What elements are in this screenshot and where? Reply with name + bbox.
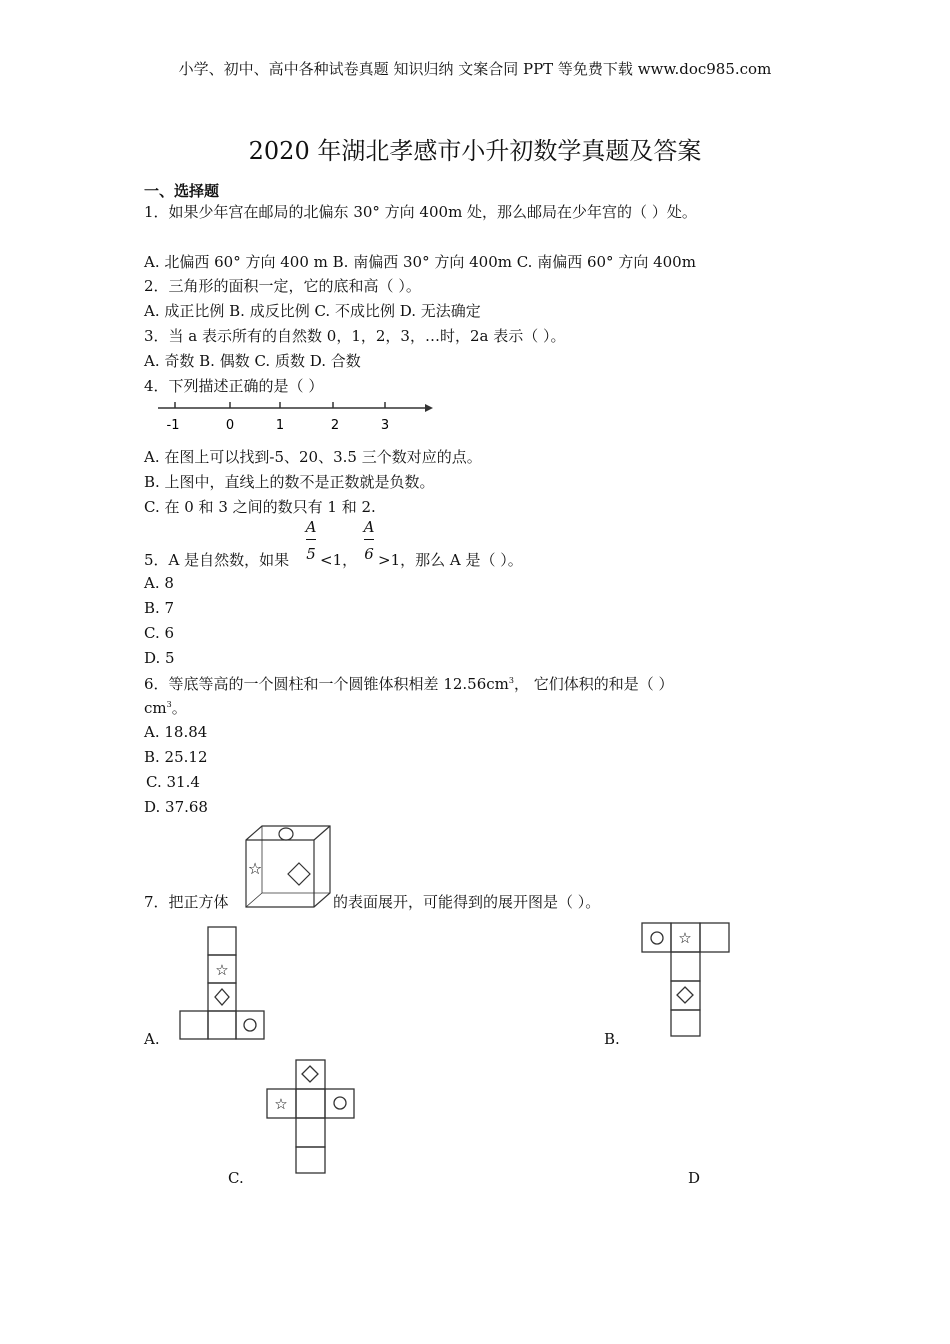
page-header: 小学、初中、高中各种试卷真题 知识归纳 文案合同 PPT 等免费下载 www.doc985.com [178,60,772,78]
fraction2-bar [364,539,374,540]
q7-stem-part1: 7．把正方体 [144,893,229,911]
q5-option-b: B. 7 [144,599,175,617]
page-title: 2020 年湖北孝感市小升初数学真题及答案 [248,137,702,165]
star-icon: ☆ [274,1095,288,1113]
q3-options: A. 奇数 B. 偶数 C. 质数 D. 合数 [144,352,361,370]
net-option-a [178,926,268,1042]
q6-stem-line1 [144,673,674,694]
net-option-b [640,921,732,1039]
tick-label-1: 1 [275,418,285,433]
tick-label-2: 2 [330,418,340,433]
tick-label-3: 3 [380,418,390,433]
fraction1-denominator: 5 [306,545,316,563]
q5-option-a: A. 8 [144,574,174,592]
q5-stem-part1: 5．A 是自然数，如果 [144,551,290,569]
q6-stem-line2 [144,697,187,718]
q6-option-b: B. 25.12 [144,748,208,766]
net-label-d: D [688,1169,701,1187]
fraction2-denominator: 6 [364,545,374,563]
q1-stem: 1．如果少年宫在邮局的北偏东 30° 方向 400m 处，那么邮局在少年宫的（ ）处。 [144,203,697,221]
q3-stem: 3．当 a 表示所有的自然数 0，1，2，3，…时，2a 表示（ ）。 [144,327,566,345]
net-option-c [265,1058,357,1176]
q5-stem-part3: >1，那么 A 是（ ）。 [378,551,523,569]
star-icon: ☆ [247,859,263,878]
number-line [155,398,435,434]
net-label-b: B. [604,1030,620,1048]
q6-stem-part2: ， 它们体积的和是（ ） [513,675,674,693]
q4-option-b: B. 上图中，直线上的数不是正数就是负数。 [144,473,435,491]
circle-icon [279,828,293,840]
q1-options: A. 北偏西 60° 方向 400 m B. 南偏西 30° 方向 400m C. 南偏西 60° 方向 400m [144,253,696,271]
q6-superscript1: 3 [508,676,514,685]
q6-option-a: A. 18.84 [144,723,208,741]
q2-options: A. 成正比例 B. 成反比例 C. 不成比例 D. 无法确定 [144,302,481,320]
q6-superscript2: 3 [166,700,172,709]
q4-option-a: A. 在图上可以找到-5、20、3.5 三个数对应的点。 [144,448,482,466]
fraction2-numerator: A [363,518,375,536]
q4-stem: 4．下列描述正确的是（ ） [144,377,324,395]
tick-label-neg1: -1 [166,418,180,433]
star-icon: ☆ [215,961,229,979]
q6-option-d: D. 37.68 [144,798,208,816]
q5-option-c: C. 6 [144,624,175,642]
q2-stem: 2．三角形的面积一定，它的底和高（ ）。 [144,277,421,295]
q6-stem-part1: 6．等底等高的一个圆柱和一个圆锥体积相差 12.56cm [144,675,509,693]
fraction1-numerator: A [305,518,317,536]
q5-stem-part2: <1， [320,551,358,569]
q5-option-d: D. 5 [144,649,175,667]
cube-figure [243,823,333,909]
fraction1-bar [306,539,316,540]
tick-label-0: 0 [225,418,235,433]
q6-stem-part3: cm [144,699,167,717]
q6-option-c: C. 31.4 [146,773,200,791]
q4-option-c: C. 在 0 和 3 之间的数只有 1 和 2. [144,498,376,516]
section-heading: 一、选择题 [144,182,220,200]
star-icon: ☆ [678,929,692,947]
net-label-a: A. [144,1030,160,1048]
net-label-c: C. [228,1169,244,1187]
q6-stem-part4: 。 [171,699,187,717]
q7-stem-part2: 的表面展开，可能得到的展开图是（ ）。 [333,893,601,911]
